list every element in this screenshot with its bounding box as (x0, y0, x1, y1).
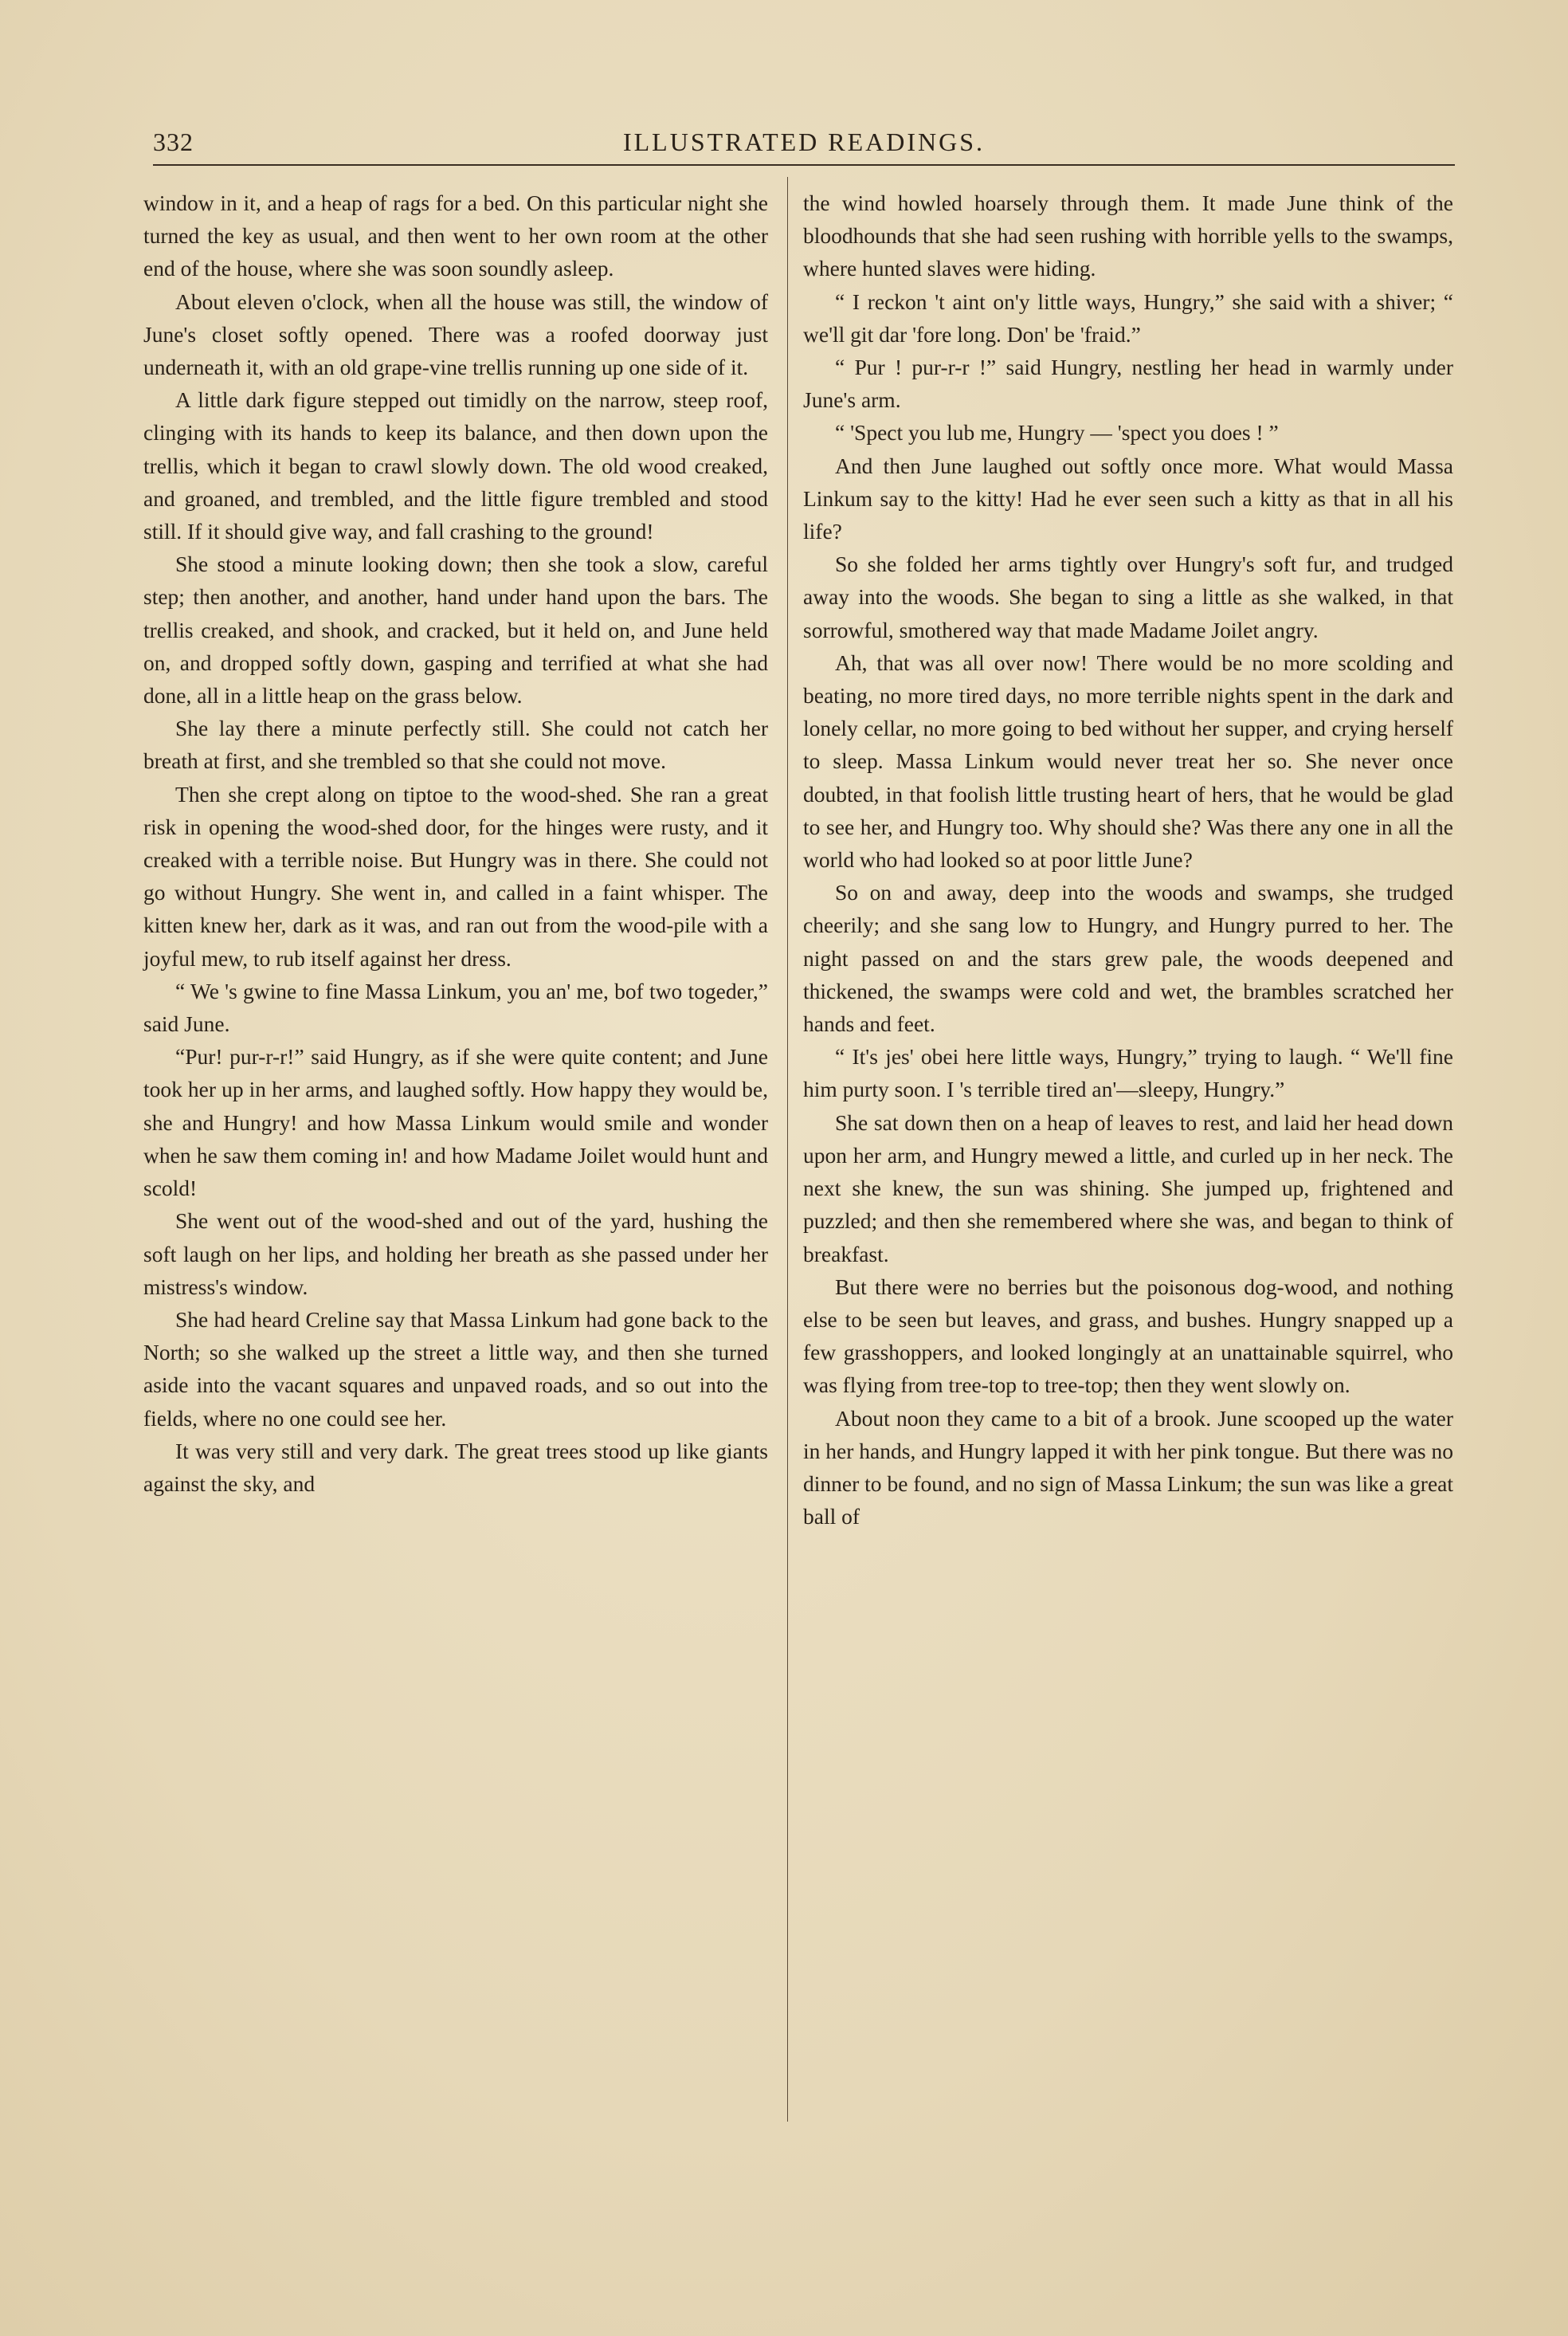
running-title: ILLUSTRATED READINGS. (622, 128, 986, 156)
page-header (153, 128, 1455, 163)
paragraph: About noon they came to a bit of a brook. June scooped up the water in her hands, and Hungry lapped it with her pink tongue. But there was no dinner to be found, and no sign of Massa Linkum; the sun was like a great ball of (803, 1405, 1453, 1529)
paragraph: She went out of the wood-shed and out of the yard, hushing the soft laugh on her lips, and holding her breath as she passed under her mistress's window. (143, 1208, 768, 1299)
page-number: 332 (153, 128, 194, 156)
paragraph: And then June laughed out softly once more. What would Massa Linkum say to the kitty! Had he ever seen such a kitty as that in all his life? (803, 453, 1453, 544)
paragraph: She sat down then on a heap of leaves to rest, and laid her head down upon her arm, and Hungry mewed a little, and curled up in her neck. The next she knew, the sun was shining. She jumped up, frightened and puzzled; and then she remembered where she was, and began to think of breakfast. (803, 1109, 1453, 1266)
paragraph: “ 'Spect you lub me, Hungry — 'spect you does ! ” (835, 420, 1279, 446)
paragraph: She stood a minute looking down; then she took a slow, careful step; then another, and another, hand under hand upon the bars. The trellis creaked, and shook, and cracked, but it held on, and June held on, and dropped softly down, gasping and terrified at what she had done, all in a little heap on the grass below. (143, 552, 768, 709)
column-divider (787, 177, 788, 2122)
paragraph: Then she crept along on tiptoe to the wood-shed. She ran a great risk in opening the wood-shed door, for the hinges were rusty, and it creaked with a terrible noise. But Hungry was in there. She could not go without Hungry. She went in, and called in a faint whisper. The kitten knew her, dark as it was, and ran out from the wood-pile with a joyful mew, to rub itself against her dress. (143, 781, 768, 971)
paragraph: She had heard Creline say that Massa Linkum had gone back to the North; so she walked up the street a little way, and then she turned aside into the vacant squares and unpaved roads, and so out into the fields, where no one could see her. (143, 1306, 768, 1431)
left-column (143, 186, 768, 1500)
paragraph: the wind howled hoarsely through them. It made June think of the bloodhounds that she had seen rushing with horrible yells to the swamps, where hunted slaves were hiding. (803, 190, 1453, 281)
paragraph: “ We 's gwine to fine Massa Linkum, you an' me, bof two togeder,” said June. (143, 978, 768, 1037)
paragraph: “ It's jes' obei here little ways, Hungry,” trying to laugh. “ We'll fine him purty soon. I 's terrible tired an'—sleepy, Hungry.” (803, 1044, 1453, 1102)
paragraph: A little dark figure stepped out timidly on the narrow, steep roof, clinging with its hands to keep its balance, and then down upon the trellis, which it began to crawl slowly down. The old wood creaked, and groaned, and trembled, and the little figure trembled and stood still. If it should give way, and fall crashing to the ground! (143, 387, 768, 544)
paragraph: But there were no berries but the poisonous dog-wood, and nothing else to be seen but leaves, and grass, and bushes. Hungry snapped up a few grasshoppers, and looked longingly at an unattainable squirrel, who was flying from tree-top to tree-top; then they went slowly on. (803, 1274, 1453, 1398)
paragraph: So on and away, deep into the woods and swamps, she trudged cheerily; and she sang low to Hungry, and Hungry purred to her. The night passed on and the stars grew pale, the woods deepened and thickened, the swamps were cold and wet, the brambles scratched her hands and feet. (803, 880, 1453, 1037)
paragraph: She lay there a minute perfectly still. She could not catch her breath at first, and she trembled so that she could not move. (143, 716, 768, 774)
paragraph: It was very still and very dark. The great trees stood up like giants against the sky, and (143, 1438, 768, 1496)
paragraph: “Pur! pur-r-r!” said Hungry, as if she were quite content; and June took her up in her arms, and laughed softly. How happy they would be, she and Hungry! and how Massa Linkum would smile and wonder when he saw them coming in! and how Madame Joilet would hunt and scold! (143, 1044, 768, 1201)
paragraph: “ I reckon 't aint on'y little ways, Hungry,” she said with a shiver; “ we'll git dar 'fore long. Don' be 'fraid.” (803, 289, 1453, 347)
paragraph: window in it, and a heap of rags for a bed. On this particular night she turned the key as usual, and then went to her own room at the other end of the house, where she was soon soundly asleep. (143, 190, 768, 281)
header-rule (153, 164, 1455, 166)
paragraph: “ Pur ! pur-r-r !” said Hungry, nestling her head in warmly under June's arm. (803, 355, 1453, 413)
paragraph: Ah, that was all over now! There would be no more scolding and beating, no more tired days, no more terrible nights spent in the dark and lonely cellar, no more going to bed without her supper, and crying herself to sleep. Massa Linkum would never treat her so. She never once doubted, in that foolish little trusting heart of hers, that he would be glad to see her, and Hungry too. Why should she? Was there any one in all the world who had looked so at poor little June? (803, 650, 1453, 873)
paragraph: So she folded her arms tightly over Hungry's soft fur, and trudged away into the woods. She began to sing a little as she walked, in that sorrowful, smothered way that made Madame Joilet angry. (803, 552, 1453, 642)
paragraph: About eleven o'clock, when all the house was still, the window of June's closet softly opened. There was a roofed doorway just underneath it, with an old grape-vine trellis running up one side of it. (143, 289, 768, 380)
right-column (803, 186, 1453, 1533)
